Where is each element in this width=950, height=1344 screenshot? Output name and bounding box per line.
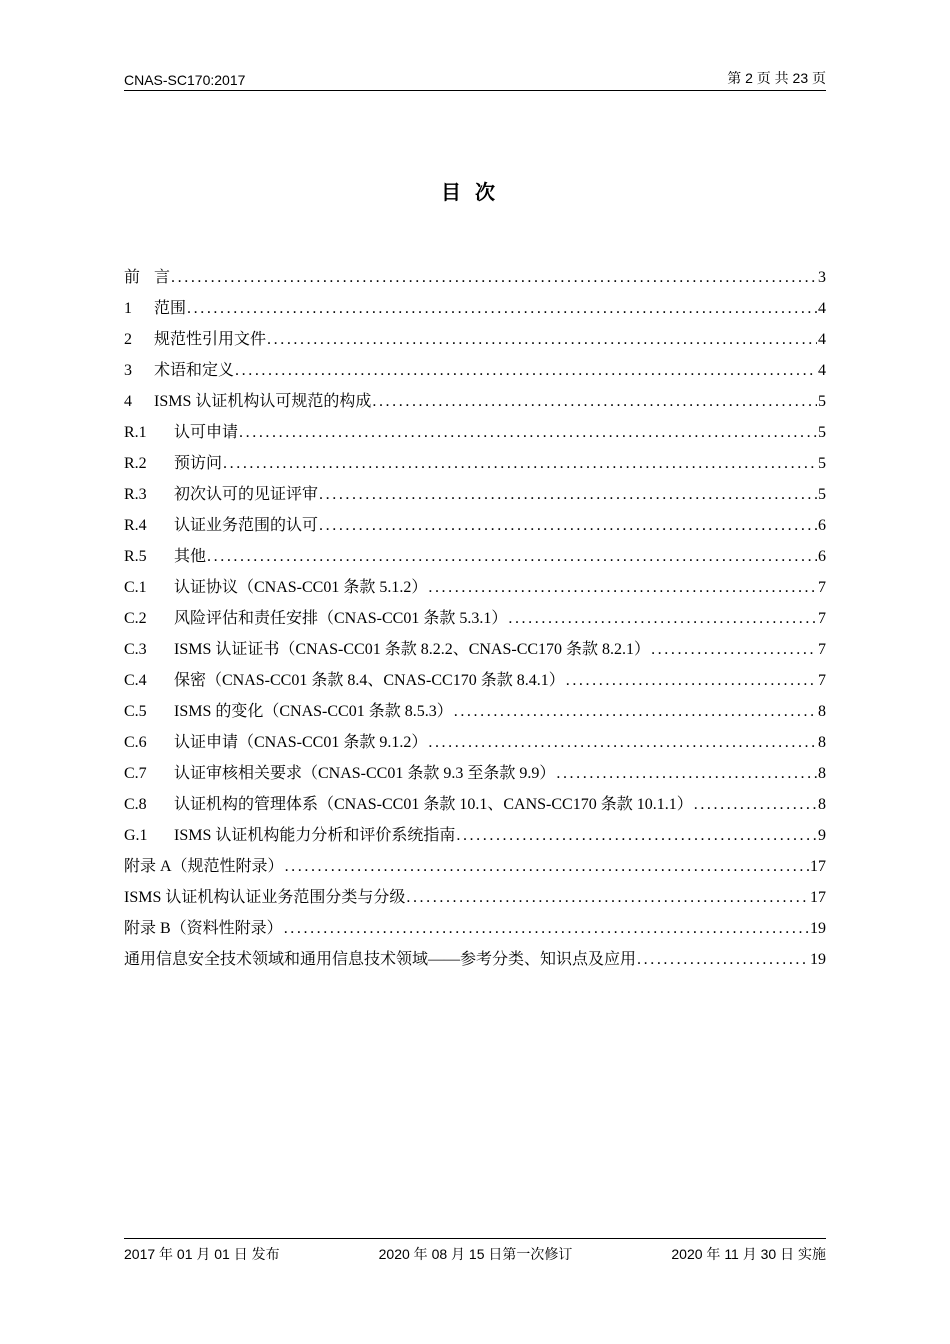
dot-leader <box>319 483 817 507</box>
dot-leader <box>428 576 817 600</box>
toc-entry-number: C.1 <box>124 579 147 596</box>
toc-entry[interactable] <box>124 514 826 545</box>
toc-entry[interactable] <box>124 731 826 762</box>
dot-leader <box>267 328 817 352</box>
toc-entry-page: 8 <box>818 765 826 782</box>
dot-leader <box>235 359 817 383</box>
toc-entry-number: C.4 <box>124 672 147 689</box>
toc-entry[interactable] <box>124 328 826 359</box>
toc-entry-title: ISMS 认证机构认可规范的构成 <box>154 393 372 410</box>
toc-entry-number: 2 <box>124 331 132 348</box>
toc-entry[interactable] <box>124 700 826 731</box>
toc-entry[interactable] <box>124 359 826 390</box>
toc-entry-title: 初次认可的见证评审 <box>174 486 319 503</box>
dot-leader <box>319 514 817 538</box>
toc-entry-page: 7 <box>818 579 826 596</box>
toc-entry-number: C.6 <box>124 734 147 751</box>
effective-date: 2020 年 11 月 30 日 实施 <box>671 1246 826 1262</box>
toc-entry-number: R.3 <box>124 486 147 503</box>
toc-entry-page: 6 <box>818 517 826 534</box>
toc-entry-page: 4 <box>818 331 826 348</box>
toc-entry-title: 认证协议（CNAS-CC01 条款 5.1.2） <box>174 579 428 596</box>
toc-entry-title: 风险评估和责任安排（CNAS-CC01 条款 5.3.1） <box>174 610 508 627</box>
toc-entry-page: 4 <box>818 362 826 379</box>
toc-entry-page: 8 <box>818 734 826 751</box>
toc-entry[interactable] <box>124 576 826 607</box>
toc-entry-number: R.5 <box>124 548 147 565</box>
toc-entry-page: 8 <box>818 796 826 813</box>
toc-entry[interactable] <box>124 421 826 452</box>
toc-entry[interactable] <box>124 545 826 576</box>
toc-entry[interactable] <box>124 297 826 328</box>
toc-entry-title: 认证申请（CNAS-CC01 条款 9.1.2） <box>174 734 428 751</box>
toc-entry-page: 4 <box>818 300 826 317</box>
toc-entry-title: 附录 A（规范性附录） <box>124 858 284 875</box>
toc-entry-page: 5 <box>818 455 826 472</box>
toc-entry-page: 9 <box>818 827 826 844</box>
toc-entry-page: 5 <box>818 393 826 410</box>
toc-entry-page: 19 <box>810 951 826 968</box>
toc-entry-page: 5 <box>818 424 826 441</box>
page-info: 第 2 页 共 23 页 <box>727 70 826 86</box>
toc-entry-title: ISMS 认证机构认证业务范围分类与分级 <box>124 889 406 906</box>
toc-entry-title: 通用信息安全技术领域和通用信息技术领域——参考分类、知识点及应用 <box>124 951 637 968</box>
toc-entry-number: G.1 <box>124 827 148 844</box>
toc-entry[interactable] <box>124 762 826 793</box>
dot-leader <box>207 545 817 569</box>
toc-entry-page: 17 <box>810 858 826 875</box>
dot-leader <box>187 297 817 321</box>
toc-entry[interactable] <box>124 607 826 638</box>
toc-entry-page: 17 <box>810 889 826 906</box>
toc-entry-title: ISMS 认证机构能力分析和评价系统指南 <box>174 827 456 844</box>
dot-leader <box>406 886 809 910</box>
toc-entry-title: 认证业务范围的认可 <box>174 517 319 534</box>
toc-entry-number: R.2 <box>124 455 147 472</box>
toc-entry-title: 其他 <box>174 548 207 565</box>
publish-date: 2017 年 01 月 01 日 发布 <box>124 1246 280 1262</box>
page-footer <box>124 1238 826 1264</box>
toc-entry-title: 范围 <box>154 300 187 317</box>
toc-entry-number: R.1 <box>124 424 147 441</box>
toc-entry[interactable] <box>124 948 826 979</box>
table-of-contents <box>124 266 826 979</box>
toc-entry-page: 7 <box>818 641 826 658</box>
dot-leader <box>556 762 817 786</box>
toc-entry-page: 7 <box>818 672 826 689</box>
toc-entry-page: 19 <box>810 920 826 937</box>
toc-entry[interactable] <box>124 669 826 700</box>
toc-entry-title: ISMS 的变化（CNAS-CC01 条款 8.5.3） <box>174 703 453 720</box>
toc-entry-number: C.3 <box>124 641 147 658</box>
toc-entry-title: 言 <box>154 269 171 286</box>
document-id: CNAS-SC170:2017 <box>124 72 246 88</box>
toc-entry[interactable] <box>124 266 826 297</box>
toc-entry-number: R.4 <box>124 517 147 534</box>
toc-entry-page: 5 <box>818 486 826 503</box>
toc-entry-number: C.7 <box>124 765 147 782</box>
toc-entry[interactable] <box>124 855 826 886</box>
revision-date: 2020 年 08 月 15 日第一次修订 <box>378 1246 573 1262</box>
toc-entry[interactable] <box>124 638 826 669</box>
toc-entry[interactable] <box>124 824 826 855</box>
toc-entry-number: 前 <box>124 269 141 286</box>
toc-entry-number: C.5 <box>124 703 147 720</box>
dot-leader <box>171 266 817 290</box>
dot-leader <box>284 917 809 941</box>
toc-entry-page: 8 <box>818 703 826 720</box>
dot-leader <box>372 390 817 414</box>
toc-entry-page: 3 <box>818 269 826 286</box>
toc-entry-title: 保密（CNAS-CC01 条款 8.4、CNAS-CC170 条款 8.4.1） <box>174 672 565 689</box>
toc-entry-number: 4 <box>124 393 132 410</box>
dot-leader <box>508 607 817 631</box>
toc-entry-page: 6 <box>818 548 826 565</box>
toc-entry-title: 认可申请 <box>174 424 239 441</box>
toc-entry-number: C.2 <box>124 610 147 627</box>
dot-leader <box>454 700 817 724</box>
toc-entry-title: 认证审核相关要求（CNAS-CC01 条款 9.3 至条款 9.9） <box>174 765 556 782</box>
toc-entry-title: 预访问 <box>174 455 223 472</box>
toc-entry-title: ISMS 认证证书（CNAS-CC01 条款 8.2.2、CNAS-CC170 条款 8.2.1） <box>174 641 651 658</box>
toc-entry[interactable] <box>124 917 826 948</box>
toc-entry[interactable] <box>124 452 826 483</box>
toc-entry[interactable] <box>124 886 826 917</box>
toc-entry[interactable] <box>124 390 826 421</box>
page-title: 目次 <box>441 180 509 204</box>
toc-entry-title: 术语和定义 <box>154 362 235 379</box>
dot-leader <box>456 824 817 848</box>
toc-entry-title: 认证机构的管理体系（CNAS-CC01 条款 10.1、CANS-CC170 条款 10.1.1） <box>174 796 693 813</box>
toc-entry-title: 附录 B（资料性附录） <box>124 920 283 937</box>
dot-leader <box>223 452 817 476</box>
page-header <box>124 66 826 91</box>
toc-entry-page: 7 <box>818 610 826 627</box>
dot-leader <box>285 855 809 879</box>
toc-entry-number: 1 <box>124 300 132 317</box>
toc-entry-number: C.8 <box>124 796 147 813</box>
dot-leader <box>428 731 817 755</box>
toc-entry[interactable] <box>124 483 826 514</box>
dot-leader <box>694 793 817 817</box>
toc-entry-number: 3 <box>124 362 132 379</box>
dot-leader <box>566 669 817 693</box>
dot-leader <box>637 948 809 972</box>
toc-entry-title: 规范性引用文件 <box>154 331 267 348</box>
dot-leader <box>651 638 817 662</box>
toc-entry[interactable] <box>124 793 826 824</box>
dot-leader <box>239 421 817 445</box>
